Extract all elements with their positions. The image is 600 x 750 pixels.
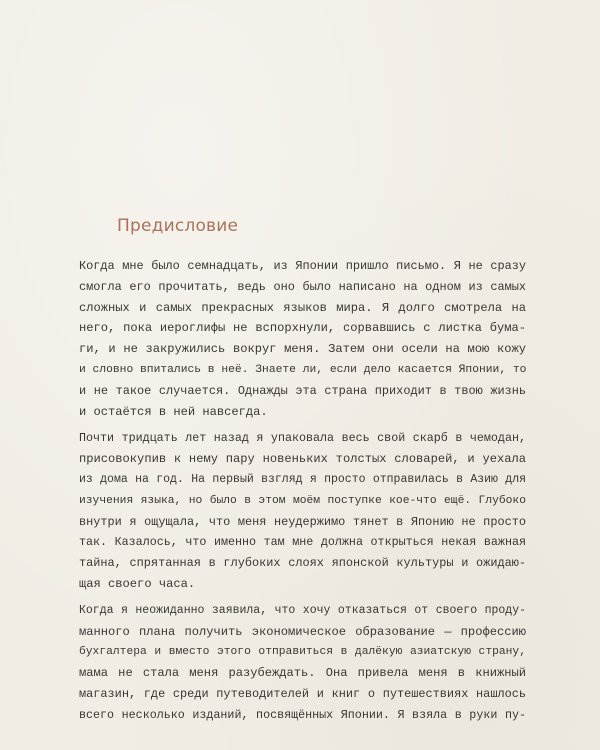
- paragraph-2: [79, 428, 526, 594]
- text-line: Когда я неожиданно заявила, что хочу отказаться от своего проду-: [79, 603, 526, 617]
- text-line: ги, и не закружились вокруг меня. Затем они осели на мою кожу: [79, 342, 526, 357]
- text-line: внутри я ощущала, что меня неудержимо тянет в Японию не просто: [79, 514, 526, 529]
- paragraph-3: [79, 601, 526, 726]
- text-line: Почти тридцать лет назад я упаковала весь свой скарб в чемодан,: [79, 431, 526, 446]
- text-line: него, пока иероглифы не вспорхнули, сорвавшись с листка бума-: [79, 321, 526, 336]
- text-line: и словно впитались в неё. Знаете ли, если дело касается Японии, то: [79, 363, 526, 376]
- text-line: тайна, спрятанная в глубоких слоях японской культуры и ожидаю-: [79, 556, 526, 571]
- text-line: Когда мне было семнадцать, из Японии пришло письмо. Я не сразу: [79, 259, 526, 273]
- text-line: всего несколько изданий, посвящённых Японии. Я взяла в руки пу-: [79, 707, 526, 722]
- text-line: присовокупив к нему пару новеньких толстых словарей, и уехала: [79, 452, 526, 467]
- body-text: [79, 256, 526, 732]
- text-line: так. Казалось, что именно там мне должна открыться некая важная: [79, 535, 526, 550]
- paragraph-1: [79, 256, 526, 422]
- text-line: бухгалтера и вместо этого отправиться в далёкую азиатскую страну,: [79, 646, 526, 659]
- text-line: и не такое случается. Однажды эта страна приходит в твою жизнь: [79, 383, 526, 398]
- text-line: смогла его прочитать, ведь оно было написано на одном из самых: [79, 279, 526, 294]
- text-line: и остаётся в ней навсегда.: [79, 404, 268, 419]
- text-line: из дома на год. На первый взгляд я просто отправилась в Азию для: [79, 472, 526, 486]
- text-line: щая своего часа.: [79, 576, 196, 591]
- text-line: манного плана получить экономическое образование — профессию: [79, 624, 526, 639]
- text-line: мама не стала меня разубеждать. Она привела меня в книжный: [79, 666, 526, 681]
- text-line: изучения языка, но было в этом моём поступке кое-что ещё. Глубоко: [79, 494, 526, 507]
- chapter-heading: Предисловие: [117, 216, 239, 236]
- text-line: магазин, где среди путеводителей и книг о путешествиях нашлось: [79, 686, 526, 701]
- text-line: сложных и самых прекрасных языков мира. Я долго смотрела на: [79, 300, 526, 315]
